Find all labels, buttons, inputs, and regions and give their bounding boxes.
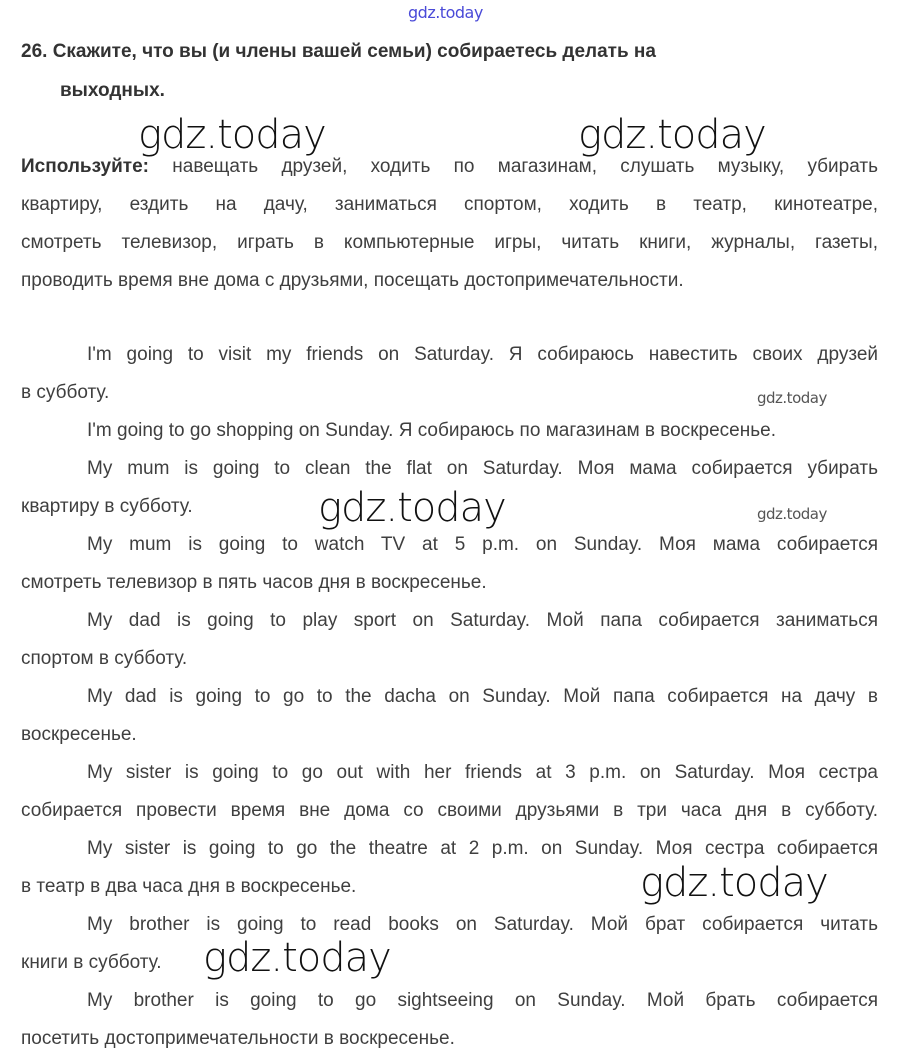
task-title-line2: выходных. — [60, 80, 165, 101]
answer-line: My dad is going to play sport on Saturday. Мой папа собирается заниматься — [87, 610, 878, 631]
answer-line: My sister is going to go the theatre at 2 p.m. on Sunday. Моя сестра собирается — [87, 838, 878, 859]
use-label: Используйте: — [21, 156, 149, 177]
task-title: 26. Скажите, что вы (и члены вашей семьи) собираетесь делать на — [21, 41, 656, 62]
use-text: навещать друзей, ходить по магазинам, слушать музыку, убирать — [172, 156, 878, 177]
answer-line: посетить достопримечательности в воскресенье. — [21, 1028, 455, 1049]
use-line: смотреть телевизор, играть в компьютерные игры, читать книги, журналы, газеты, — [21, 232, 878, 253]
watermark-top[interactable]: gdz.today — [408, 3, 483, 22]
answer-line: My dad is going to go to the dacha on Sunday. Мой папа собирается на дачу в — [87, 686, 878, 707]
answer-line: I'm going to visit my friends on Saturday. Я собираюсь навестить своих друзей — [87, 344, 878, 365]
answer-line: My sister is going to go out with her friends at 3 p.m. on Saturday. Моя сестра — [87, 762, 878, 783]
answer-line: квартиру в субботу. — [21, 496, 193, 517]
use-line: проводить время вне дома с друзьями, посещать достопримечательности. — [21, 270, 684, 291]
watermark: gdz.today — [203, 935, 391, 981]
watermark-small: gdz.today — [757, 505, 827, 523]
answer-line: My mum is going to watch TV at 5 p.m. on Sunday. Моя мама собирается — [87, 534, 878, 555]
answer-line: в субботу. — [21, 382, 110, 403]
watermark: gdz.today — [138, 112, 326, 158]
answer-line: спортом в субботу. — [21, 648, 188, 669]
watermark-small: gdz.today — [757, 389, 827, 407]
answer-line: смотреть телевизор в пять часов дня в воскресенье. — [21, 572, 487, 593]
use-line: квартиру, ездить на дачу, заниматься спортом, ходить в театр, кинотеатре, — [21, 194, 878, 215]
answer-line: воскресенье. — [21, 724, 137, 745]
watermark: gdz.today — [640, 860, 828, 906]
answer-line: собирается провести время вне дома со своими друзьями в три часа дня в субботу. — [21, 800, 878, 821]
answer-line: My brother is going to read books on Saturday. Мой брат собирается читать — [87, 914, 878, 935]
answer-line: My mum is going to clean the flat on Saturday. Моя мама собирается убирать — [87, 458, 878, 479]
answer-line: книги в субботу. — [21, 952, 162, 973]
answer-line: My brother is going to go sightseeing on Sunday. Мой брать собирается — [87, 990, 878, 1011]
watermark: gdz.today — [578, 112, 766, 158]
watermark: gdz.today — [318, 485, 506, 531]
answer-line: I'm going to go shopping on Sunday. Я собираюсь по магазинам в воскресенье. — [87, 420, 776, 441]
answer-line: в театр в два часа дня в воскресенье. — [21, 876, 357, 897]
